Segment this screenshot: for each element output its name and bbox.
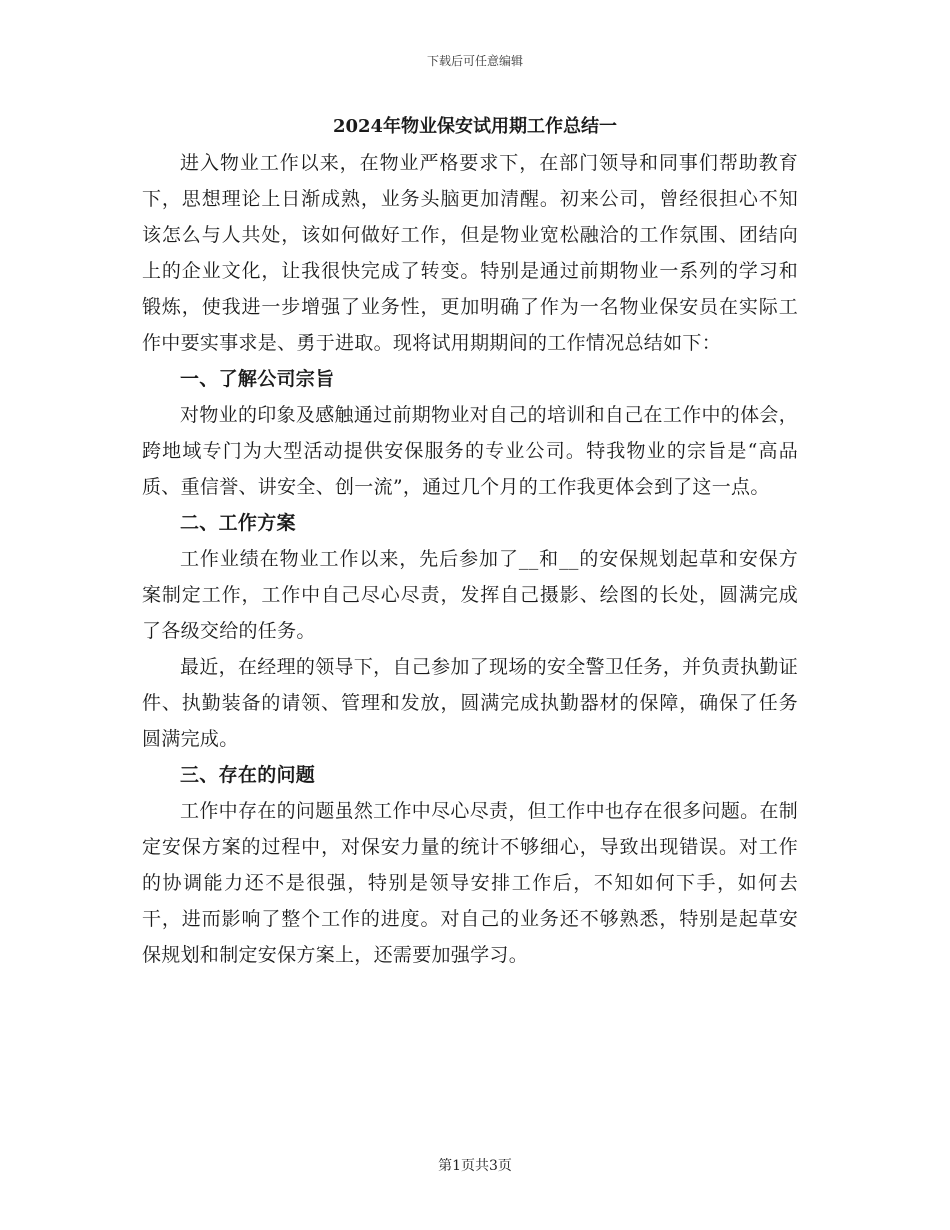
document-body — [142, 145, 798, 973]
document-title: 2024年物业保安试用期工作总结一 — [332, 116, 618, 137]
section-heading-company-purpose: 一、了解公司宗旨 — [180, 368, 335, 390]
section1-paragraph: 对物业的印象及感触通过前期物业对自己的培训和自己在工作中的体会，跨地域专门为大型活动提供安保服务的专业公司。特我物业的宗旨是“高品质、重信誉、讲安全、创一流”，通过几个月的工作我更体会到了这一点。 — [142, 404, 798, 498]
section2-paragraph-1: 工作业绩在物业工作以来，先后参加了__和__的安保规划起草和安保方案制定工作，工作中自己尽心尽责，发挥自己摄影、绘图的长处，圆满完成了各级交给的任务。 — [142, 548, 798, 642]
section-heading-work-plan: 二、工作方案 — [180, 512, 296, 534]
page-number: 第1页共3页 — [438, 1158, 512, 1174]
page-header-note: 下载后可任意编辑 — [426, 54, 523, 68]
section-heading-problems: 三、存在的问题 — [180, 764, 316, 786]
section2-paragraph-2: 最近，在经理的领导下，自己参加了现场的安全警卫任务，并负责执勤证件、执勤装备的请领、管理和发放，圆满完成执勤器材的保障，确保了任务圆满完成。 — [142, 656, 798, 750]
intro-paragraph: 进入物业工作以来，在物业严格要求下，在部门领导和同事们帮助教育下，思想理论上日渐成熟，业务头脑更加清醒。初来公司，曾经很担心不知该怎么与人共处，该如何做好工作，但是物业宽松融洽的工作氛围、团结向上的企业文化，让我很快完成了转变。特别是通过前期物业一系列的学习和锻炼，使我进一步增强了业务性，更加明确了作为一名物业保安员在实际工作中要实事求是、勇于进取。现将试用期期间的工作情况总结如下： — [142, 152, 798, 354]
section3-paragraph: 工作中存在的问题虽然工作中尽心尽责，但工作中也存在很多问题。在制定安保方案的过程中，对保安力量的统计不够细心，导致出现错误。对工作的协调能力还不是很强，特别是领导安排工作后，不知如何下手，如何去干，进而影响了整个工作的进度。对自己的业务还不够熟悉，特别是起草安保规划和制定安保方案上，还需要加强学习。 — [142, 800, 798, 966]
